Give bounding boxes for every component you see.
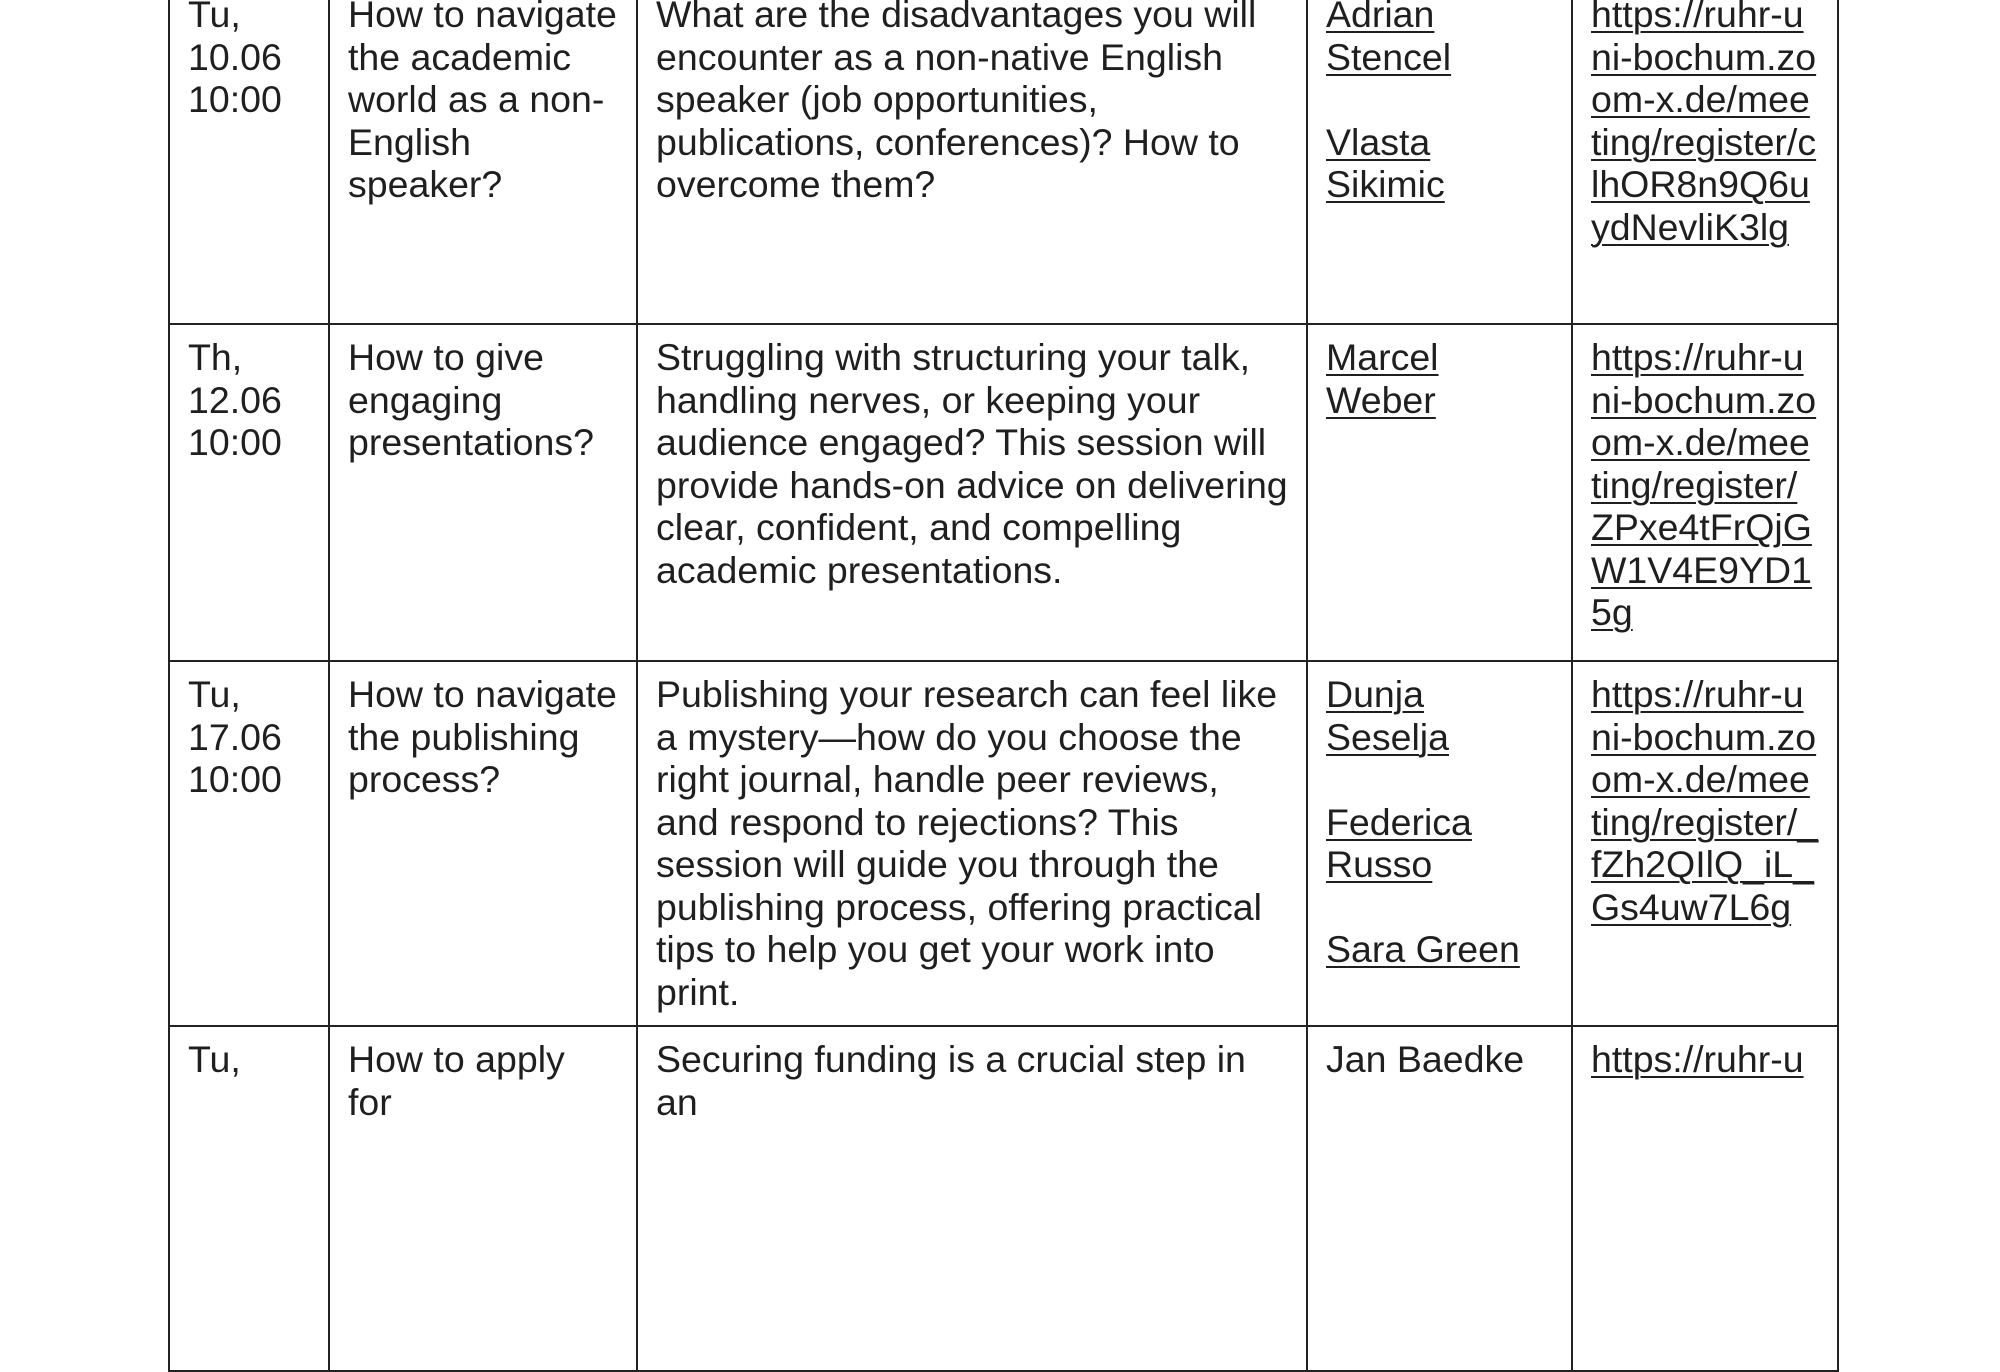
person-link[interactable]: Marcel Weber	[1326, 336, 1439, 421]
session-description: Struggling with structuring your talk, handling nerves, or keeping your audience engaged? This session will provide hands-on advice on delivering clear, confident, and compelling academic presentations.	[656, 336, 1288, 591]
session-topic-cell	[329, 1026, 637, 1371]
session-day: Th,	[188, 336, 243, 378]
session-topic-cell	[329, 0, 637, 324]
session-people-cell	[1307, 324, 1572, 661]
registration-link[interactable]: https://ruhr-uni-bochum.zoom-x.de/meeting/register/_fZh2QIlQ_iL_Gs4uw7L6g	[1591, 673, 1819, 928]
session-description: Publishing your research can feel like a mystery—how do you choose the right journal, handle peer reviews, and respond to rejections? This session will guide you through the publishing process, offering practical tips to help you get your work into print.	[656, 673, 1278, 1013]
session-link-cell	[1572, 661, 1838, 1026]
session-description-cell	[637, 324, 1307, 661]
session-topic: How to give engaging presentations?	[348, 336, 595, 463]
session-description: What are the disadvantages you will encounter as a non-native English speaker (job opportunities, publications, conferences)? How to overcome them?	[656, 0, 1257, 205]
session-topic: How to apply for	[348, 1038, 565, 1123]
session-link-cell	[1572, 0, 1838, 324]
session-date-cell	[169, 324, 329, 661]
session-people-cell	[1307, 1026, 1572, 1371]
person-link[interactable]: Vlasta Sikimic	[1326, 120, 1445, 205]
session-date-cell	[169, 661, 329, 1026]
session-day: Tu,	[188, 673, 241, 715]
registration-link[interactable]: https://ruhr-u	[1591, 1038, 1804, 1080]
session-description-cell	[637, 661, 1307, 1026]
session-date: 17.06	[188, 715, 282, 758]
session-day: Tu,	[188, 0, 241, 35]
session-topic-cell	[329, 324, 637, 661]
table-row	[169, 661, 1838, 1026]
table-row	[169, 0, 1838, 324]
session-topic: How to navigate the academic world as a non-English speaker?	[348, 0, 617, 205]
registration-link[interactable]: https://ruhr-uni-bochum.zoom-x.de/meeting/register/ZPxe4tFrQjGW1V4E9YD15g	[1591, 336, 1817, 633]
session-day: Tu,	[188, 1038, 241, 1080]
session-date-cell	[169, 1026, 329, 1371]
session-time: 10:00	[188, 78, 282, 120]
session-date: 10.06	[188, 35, 282, 78]
schedule-table	[168, 0, 1839, 1372]
table-row	[169, 1026, 1838, 1371]
session-description: Securing funding is a crucial step in an	[656, 1038, 1246, 1123]
session-people-cell	[1307, 661, 1572, 1026]
session-time: 10:00	[188, 758, 282, 800]
session-people-cell	[1307, 0, 1572, 324]
person-link[interactable]: Federica Russo	[1326, 800, 1472, 885]
person-link[interactable]: Adrian Stencel	[1326, 0, 1452, 78]
registration-link[interactable]: https://ruhr-uni-bochum.zoom-x.de/meeting/register/clhOR8n9Q6uydNevliK3lg	[1591, 0, 1817, 248]
session-description-cell	[637, 0, 1307, 324]
session-link-cell	[1572, 1026, 1838, 1371]
session-date: 12.06	[188, 378, 282, 421]
person-link[interactable]: Sara Green	[1326, 928, 1520, 970]
session-time: 10:00	[188, 421, 282, 463]
table-row	[169, 324, 1838, 661]
session-description-cell	[637, 1026, 1307, 1371]
person-name: Jan Baedke	[1326, 1038, 1525, 1080]
session-link-cell	[1572, 324, 1838, 661]
session-topic-cell	[329, 661, 637, 1026]
person-link[interactable]: Dunja Seselja	[1326, 673, 1449, 758]
session-date-cell	[169, 0, 329, 324]
session-topic: How to navigate the publishing process?	[348, 673, 617, 800]
